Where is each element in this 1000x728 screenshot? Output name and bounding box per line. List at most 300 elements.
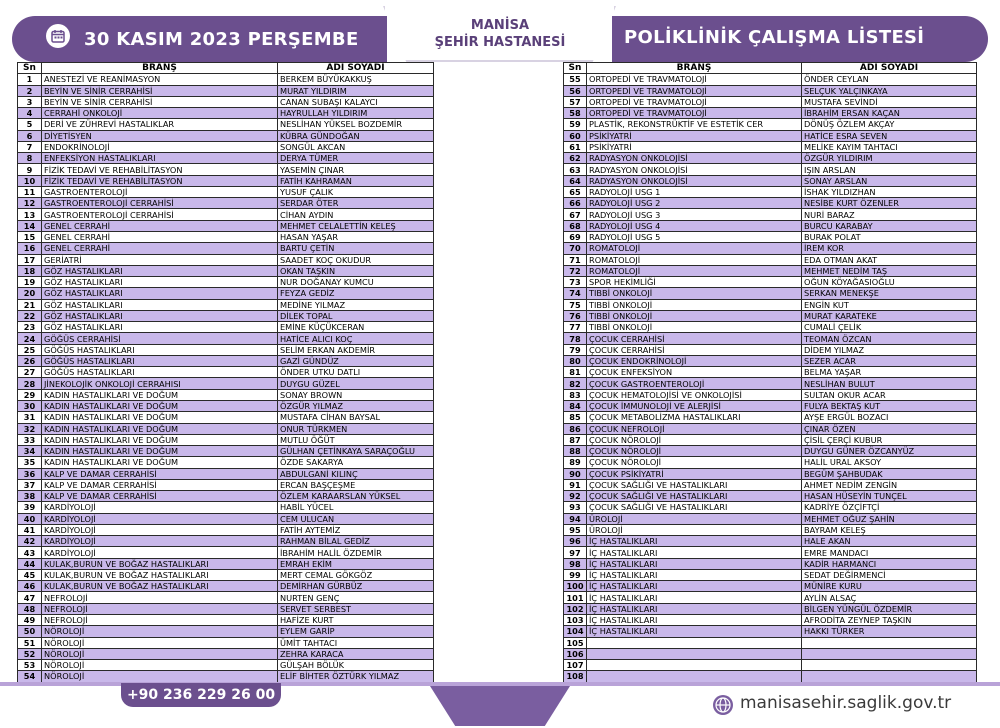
row-number: 18 [18, 265, 42, 276]
doctor-name-cell: ABDULGANİ KILINÇ [278, 468, 434, 479]
hospital-name [420, 17, 580, 51]
branch-cell: FİZİK TEDAVİ VE REHABİLİTASYON [42, 175, 278, 186]
row-number: 76 [564, 310, 587, 321]
table-row [564, 209, 977, 220]
table-row [18, 198, 434, 209]
table-row [564, 648, 977, 659]
branch-cell: NEFROLOJİ [42, 615, 278, 626]
row-number: 1 [18, 74, 42, 85]
branch-cell: RADYOLOJİ USG 1 [587, 186, 802, 197]
branch-cell: DİYETİSYEN [42, 130, 278, 141]
doctor-name-cell: BERKEM BÜYÜKAKKUŞ [278, 74, 434, 85]
table-row [564, 277, 977, 288]
row-number: 64 [564, 175, 587, 186]
branch-cell: NÖROLOJİ [42, 626, 278, 637]
table-row [18, 637, 434, 648]
row-number: 93 [564, 502, 587, 513]
row-number: 94 [564, 513, 587, 524]
branch-cell: KALP VE DAMAR CERRAHİSİ [42, 479, 278, 490]
table-header-row [564, 63, 977, 74]
row-number: 25 [18, 344, 42, 355]
branch-cell: KULAK,BURUN VE BOĞAZ HASTALIKLARI [42, 569, 278, 580]
table-row [564, 74, 977, 85]
doctor-name-cell: OĞUN KÖYAĞASIOĞLU [802, 277, 977, 288]
row-number: 103 [564, 615, 587, 626]
row-number: 43 [18, 547, 42, 558]
row-number: 24 [18, 333, 42, 344]
row-number: 15 [18, 231, 42, 242]
doctor-name-cell: ONUR TÜRKMEN [278, 423, 434, 434]
doctor-name-cell: BAYRAM KELEŞ [802, 524, 977, 535]
branch-cell: RADYASYON ONKOLOJİSİ [587, 164, 802, 175]
table-row [18, 220, 434, 231]
row-number: 2 [18, 85, 42, 96]
website-link[interactable]: manisasehir.saglik.gov.tr [740, 693, 952, 713]
doctor-name-cell: MEHMET NEDİM TAŞ [802, 265, 977, 276]
phone-number[interactable]: +90 236 229 26 00 [121, 683, 281, 707]
branch-cell: TIBBİ ONKOLOJİ [587, 310, 802, 321]
doctor-name-cell: GÜLHAN ÇETİNKAYA SARAÇOĞLU [278, 446, 434, 457]
row-number: 67 [564, 209, 587, 220]
doctor-name-cell: ÖNDER UTKU DATLI [278, 367, 434, 378]
table-row [564, 322, 977, 333]
branch-cell: ÇOCUK NÖROLOJİ [587, 457, 802, 468]
table-row [18, 355, 434, 366]
table-row [18, 209, 434, 220]
branch-cell: PSİKİYATRİ [587, 141, 802, 152]
column-header-sn: Sn [18, 63, 42, 74]
row-number: 54 [18, 671, 42, 682]
doctor-name-cell: MEHMET CELALETTİN KELEŞ [278, 220, 434, 231]
doctor-name-cell: FULYA BEKTAŞ KUT [802, 400, 977, 411]
branch-cell [587, 671, 802, 682]
row-number: 23 [18, 322, 42, 333]
branch-cell: KADIN HASTALIKLARI VE DOĞUM [42, 389, 278, 400]
doctor-name-cell: SAADET KOÇ OKUDUR [278, 254, 434, 265]
branch-cell: GÖĞÜS HASTALIKLARI [42, 344, 278, 355]
branch-cell: ÜROLOJİ [587, 524, 802, 535]
table-row [18, 457, 434, 468]
branch-cell: FİZİK TEDAVİ VE REHABİLİTASYON [42, 164, 278, 175]
row-number: 34 [18, 446, 42, 457]
table-row [18, 130, 434, 141]
table-row [18, 333, 434, 344]
branch-cell: ÇOCUK NEFROLOJİ [587, 423, 802, 434]
doctor-name-cell: BARTU ÇETİN [278, 243, 434, 254]
branch-cell: NÖROLOJİ [42, 671, 278, 682]
row-number: 70 [564, 243, 587, 254]
table-header-row [18, 63, 434, 74]
doctor-name-cell: DİLEK TOPAL [278, 310, 434, 321]
branch-cell: ROMATOLOJİ [587, 243, 802, 254]
branch-cell: ÇOCUK HEMATOLOJİSİ VE ONKOLOJİSİ [587, 389, 802, 400]
doctor-name-cell: ÇINAR ÖZEN [802, 423, 977, 434]
branch-cell: İÇ HASTALIKLARI [587, 547, 802, 558]
table-row [18, 389, 434, 400]
row-number: 31 [18, 412, 42, 423]
doctor-name-cell: MEDİNE YILMAZ [278, 299, 434, 310]
row-number: 9 [18, 164, 42, 175]
branch-cell: GASTROENTEROLOJİ [42, 186, 278, 197]
table-row [564, 85, 977, 96]
doctor-name-cell: ERCAN BAŞÇEŞME [278, 479, 434, 490]
doctor-name-cell: EYLEM GARİP [278, 626, 434, 637]
branch-cell: RADYOLOJİ USG 4 [587, 220, 802, 231]
branch-cell: ANESTEZİ VE REANİMASYON [42, 74, 278, 85]
hospital-name-line1: MANİSA [470, 18, 530, 33]
table-row [18, 186, 434, 197]
table-row [564, 367, 977, 378]
branch-cell [587, 660, 802, 671]
table-row [564, 175, 977, 186]
table-row [564, 153, 977, 164]
branch-cell: ROMATOLOJİ [587, 265, 802, 276]
doctor-name-cell: CUMALİ ÇELİK [802, 322, 977, 333]
table-row [564, 108, 977, 119]
doctor-name-cell: SELİM ERKAN AKDEMİR [278, 344, 434, 355]
row-number: 75 [564, 299, 587, 310]
branch-cell: TIBBİ ONKOLOJİ [587, 299, 802, 310]
doctor-name-cell: DÖNÜŞ ÖZLEM AKÇAY [802, 119, 977, 130]
branch-cell: ÇOCUK GASTROENTEROLOJİ [587, 378, 802, 389]
row-number: 78 [564, 333, 587, 344]
doctor-name-cell: EDA OTMAN AKAT [802, 254, 977, 265]
table-row [18, 108, 434, 119]
table-row [564, 231, 977, 242]
doctor-name-cell: NESLİHAN BULUT [802, 378, 977, 389]
branch-cell: ÇOCUK NÖROLOJİ [587, 446, 802, 457]
table-row [564, 299, 977, 310]
branch-cell: İÇ HASTALIKLARI [587, 558, 802, 569]
row-number: 88 [564, 446, 587, 457]
table-row [18, 175, 434, 186]
branch-cell: GÖZ HASTALIKLARI [42, 322, 278, 333]
doctor-name-cell: MURAT YILDIRIM [278, 85, 434, 96]
row-number: 27 [18, 367, 42, 378]
branch-cell: ENDOKRİNOLOJİ [42, 141, 278, 152]
doctor-name-cell: DİDEM YILMAZ [802, 344, 977, 355]
row-number: 53 [18, 660, 42, 671]
doctor-name-cell: ÜMİT TAHTACI [278, 637, 434, 648]
doctor-name-cell: SEZER ACAR [802, 355, 977, 366]
doctor-name-cell: HATİCE ALICI KOÇ [278, 333, 434, 344]
row-number: 52 [18, 648, 42, 659]
doctor-name-cell: HAKKI TÜRKER [802, 626, 977, 637]
branch-cell: KALP VE DAMAR CERRAHİSİ [42, 491, 278, 502]
row-number: 98 [564, 558, 587, 569]
doctor-name-cell: OKAN TAŞKIN [278, 265, 434, 276]
row-number: 39 [18, 502, 42, 513]
table-row [564, 626, 977, 637]
row-number: 104 [564, 626, 587, 637]
branch-cell: ROMATOLOJİ [587, 254, 802, 265]
table-row [564, 288, 977, 299]
doctor-name-cell: CEM ULUCAN [278, 513, 434, 524]
row-number: 10 [18, 175, 42, 186]
branch-cell: JİNEKOLOJİK ONKOLOJİ CERRAHISI [42, 378, 278, 389]
table-row [18, 446, 434, 457]
doctor-name-cell: NURİ BARAZ [802, 209, 977, 220]
doctor-name-cell: ELİF BİHTER ÖZTÜRK YILMAZ [278, 671, 434, 682]
doctor-name-cell: MEHMET OĞUZ ŞAHİN [802, 513, 977, 524]
row-number: 58 [564, 108, 587, 119]
table-row [18, 569, 434, 580]
branch-cell: GASTROENTEROLOJİ CERRAHİSİ [42, 198, 278, 209]
branch-cell: TIBBİ ONKOLOJİ [587, 322, 802, 333]
branch-cell: KARDİYOLOJİ [42, 524, 278, 535]
doctor-name-cell: ÇİSİL ÇERÇİ KUBUR [802, 434, 977, 445]
row-number: 17 [18, 254, 42, 265]
row-number: 13 [18, 209, 42, 220]
doctor-name-cell: SULTAN OKUR ACAR [802, 389, 977, 400]
branch-cell: GÖZ HASTALIKLARI [42, 299, 278, 310]
doctor-name-cell: ÖZDE SAKARYA [278, 457, 434, 468]
doctor-name-cell: DUYGU GÜNER ÖZCANYÜZ [802, 446, 977, 457]
row-number: 105 [564, 637, 587, 648]
branch-cell: İÇ HASTALIKLARI [587, 603, 802, 614]
row-number: 44 [18, 558, 42, 569]
row-number: 45 [18, 569, 42, 580]
doctor-name-cell: EMİNE KÜÇÜKCERAN [278, 322, 434, 333]
table-row [18, 231, 434, 242]
branch-cell: KARDİYOLOJİ [42, 502, 278, 513]
doctor-name-cell: SEDAT DEĞİRMENCİ [802, 569, 977, 580]
branch-cell: GÖĞÜS CERRAHİSİ [42, 333, 278, 344]
table-row [564, 671, 977, 682]
branch-cell: KARDİYOLOJİ [42, 536, 278, 547]
table-row [564, 378, 977, 389]
branch-cell: KADIN HASTALIKLARI VE DOĞUM [42, 434, 278, 445]
table-row [18, 243, 434, 254]
branch-cell: NEFROLOJİ [42, 592, 278, 603]
doctor-name-cell: MUSTAFA CİHAN BAYSAL [278, 412, 434, 423]
branch-cell: GÖĞÜS HASTALIKLARI [42, 367, 278, 378]
branch-cell: İÇ HASTALIKLARI [587, 569, 802, 580]
branch-cell: SPOR HEKİMLİĞİ [587, 277, 802, 288]
row-number: 81 [564, 367, 587, 378]
doctor-name-cell: KADRİYE ÖZÇİFTÇİ [802, 502, 977, 513]
doctor-name-cell: YUSUF ÇALIK [278, 186, 434, 197]
row-number: 32 [18, 423, 42, 434]
doctor-name-cell: HATİCE ESRA SEVEN [802, 130, 977, 141]
table-row [564, 513, 977, 524]
branch-cell: GENEL CERRAHİ [42, 231, 278, 242]
row-number: 38 [18, 491, 42, 502]
doctor-name-cell: SERDAR ÖTER [278, 198, 434, 209]
doctor-name-cell: FEYZA GEDİZ [278, 288, 434, 299]
table-row [18, 378, 434, 389]
table-row [564, 446, 977, 457]
row-number: 62 [564, 153, 587, 164]
branch-cell: RADYASYON ONKOLOJİSİ [587, 153, 802, 164]
row-number: 85 [564, 412, 587, 423]
row-number: 92 [564, 491, 587, 502]
branch-cell: KULAK,BURUN VE BOĞAZ HASTALIKLARI [42, 581, 278, 592]
doctor-name-cell: DEMİRHAN GÜRBÜZ [278, 581, 434, 592]
row-number: 73 [564, 277, 587, 288]
branch-cell: KADIN HASTALIKLARI VE DOĞUM [42, 400, 278, 411]
doctor-name-cell: IŞIN ARSLAN [802, 164, 977, 175]
center-gap [433, 62, 563, 682]
doctor-name-cell: MUSTAFA SEVİNDİ [802, 96, 977, 107]
table-row [18, 468, 434, 479]
doctor-name-cell: AYLİN ALSAÇ [802, 592, 977, 603]
branch-cell: DERİ VE ZÜHREVİ HASTALIKLAR [42, 119, 278, 130]
row-number: 106 [564, 648, 587, 659]
table-row [564, 119, 977, 130]
page-title: POLİKLİNİK ÇALIŞMA LİSTESİ [624, 27, 925, 48]
globe-icon [712, 694, 734, 716]
table-row [18, 660, 434, 671]
doctor-name-cell: GÜLŞAH BÖLÜK [278, 660, 434, 671]
row-number: 68 [564, 220, 587, 231]
table-row [18, 141, 434, 152]
table-row [18, 310, 434, 321]
branch-cell: NÖROLOJİ [42, 648, 278, 659]
table-row [564, 479, 977, 490]
calendar-icon [46, 24, 70, 48]
row-number: 29 [18, 389, 42, 400]
row-number: 12 [18, 198, 42, 209]
row-number: 89 [564, 457, 587, 468]
doctor-name-cell: NUR DOĞANAY KUMCU [278, 277, 434, 288]
row-number: 36 [18, 468, 42, 479]
doctor-name-cell: SONAY ARSLAN [802, 175, 977, 186]
doctor-name-cell: HALİL URAL AKSOY [802, 457, 977, 468]
row-number: 42 [18, 536, 42, 547]
hospital-name-line2: ŞEHİR HASTANESİ [434, 35, 566, 50]
doctor-name-cell: ÖZLEM KARAARSLAN YÜKSEL [278, 491, 434, 502]
doctor-name-cell: HASAN HÜSEYİN TUNÇEL [802, 491, 977, 502]
table-row [18, 412, 434, 423]
row-number: 20 [18, 288, 42, 299]
doctor-name-cell: ÖZGÜR YILMAZ [278, 400, 434, 411]
branch-cell: ÇOCUK SAĞLIĞI VE HASTALIKLARI [587, 491, 802, 502]
row-number: 47 [18, 592, 42, 603]
table-row [18, 299, 434, 310]
row-number: 91 [564, 479, 587, 490]
doctor-name-cell: İBRAHİM HALİL ÖZDEMİR [278, 547, 434, 558]
branch-cell: İÇ HASTALIKLARI [587, 615, 802, 626]
table-row [564, 243, 977, 254]
branch-cell: ÇOCUK CERRAHİSİ [587, 333, 802, 344]
branch-cell: BEYİN VE SİNİR CERRAHİSİ [42, 85, 278, 96]
branch-cell: BEYİN VE SİNİR CERRAHİSİ [42, 96, 278, 107]
doctor-name-cell: BURAK POLAT [802, 231, 977, 242]
doctor-name-cell: BELMA YAŞAR [802, 367, 977, 378]
table-row [18, 547, 434, 558]
table-row [564, 637, 977, 648]
doctor-name-cell: FATİH AYTEMİZ [278, 524, 434, 535]
branch-cell: ÇOCUK SAĞLIĞI VE HASTALIKLARI [587, 502, 802, 513]
branch-cell: RADYOLOJİ USG 2 [587, 198, 802, 209]
doctor-name-cell: İSHAK YILDIZHAN [802, 186, 977, 197]
branch-cell: NEFROLOJİ [42, 603, 278, 614]
column-header-adi-soyadi: ADI SOYADI [278, 63, 434, 74]
table-row [18, 322, 434, 333]
doctor-name-cell: SONAY BROWN [278, 389, 434, 400]
row-number: 69 [564, 231, 587, 242]
table-row [18, 85, 434, 96]
doctor-name-cell: NESİBE KURT ÖZENLER [802, 198, 977, 209]
table-row [564, 536, 977, 547]
branch-cell: ORTOPEDİ VE TRAVMATOLOJİ [587, 108, 802, 119]
doctor-name-cell: EMRE MANDACI [802, 547, 977, 558]
table-row [564, 220, 977, 231]
table-row [564, 524, 977, 535]
doctor-name-cell: MERT CEMAL GÖKGÖZ [278, 569, 434, 580]
doctor-name-cell: MUTLU ÖĞÜT [278, 434, 434, 445]
row-number: 63 [564, 164, 587, 175]
branch-cell: GERİATRİ [42, 254, 278, 265]
doctor-name-cell [802, 648, 977, 659]
table-row [18, 96, 434, 107]
row-number: 59 [564, 119, 587, 130]
row-number: 19 [18, 277, 42, 288]
row-number: 56 [564, 85, 587, 96]
row-number: 99 [564, 569, 587, 580]
branch-cell: ORTOPEDİ VE TRAVMATOLOJİ [587, 74, 802, 85]
table-row [564, 569, 977, 580]
branch-cell: ÇOCUK PSİKİYATRİ [587, 468, 802, 479]
table-row [564, 355, 977, 366]
branch-cell: ENFEKSİYON HASTALIKLARI [42, 153, 278, 164]
branch-cell: KADIN HASTALIKLARI VE DOĞUM [42, 412, 278, 423]
table-row [564, 615, 977, 626]
table-row [564, 434, 977, 445]
table-row [564, 468, 977, 479]
branch-cell: ÇOCUK NÖROLOJİ [587, 434, 802, 445]
row-number: 86 [564, 423, 587, 434]
row-number: 65 [564, 186, 587, 197]
row-number: 46 [18, 581, 42, 592]
doctor-name-cell: BURCU KARABAY [802, 220, 977, 231]
table-row [564, 141, 977, 152]
table-row [18, 288, 434, 299]
table-row [564, 603, 977, 614]
branch-cell: KALP VE DAMAR CERRAHİSİ [42, 468, 278, 479]
table-row [18, 558, 434, 569]
row-number: 51 [18, 637, 42, 648]
row-number: 4 [18, 108, 42, 119]
row-number: 16 [18, 243, 42, 254]
table-row [564, 547, 977, 558]
branch-cell: TIBBİ ONKOLOJİ [587, 288, 802, 299]
branch-cell: ÇOCUK SAĞLIĞI VE HASTALIKLARI [587, 479, 802, 490]
row-number: 77 [564, 322, 587, 333]
doctor-name-cell: NESLİHAN YÜKSEL BOZDEMİR [278, 119, 434, 130]
row-number: 87 [564, 434, 587, 445]
doctor-name-cell: EMRAH EKİM [278, 558, 434, 569]
clinic-table-left [17, 62, 434, 683]
clinic-table-right [563, 62, 977, 683]
row-number: 49 [18, 615, 42, 626]
doctor-name-cell: ZEHRA KARACA [278, 648, 434, 659]
table-row [564, 254, 977, 265]
branch-cell: ÇOCUK CERRAHİSİ [587, 344, 802, 355]
row-number: 55 [564, 74, 587, 85]
table-row [18, 400, 434, 411]
branch-cell: RADYASYON ONKOLOJİSİ [587, 175, 802, 186]
doctor-name-cell: İBRAHİM ERSAN KAÇAN [802, 108, 977, 119]
table-row [564, 423, 977, 434]
branch-cell: GENEL CERRAHİ [42, 243, 278, 254]
table-row [18, 164, 434, 175]
branch-cell: RADYOLOJİ USG 5 [587, 231, 802, 242]
table-row [564, 558, 977, 569]
table-row [18, 265, 434, 276]
branch-cell: İÇ HASTALIKLARI [587, 626, 802, 637]
